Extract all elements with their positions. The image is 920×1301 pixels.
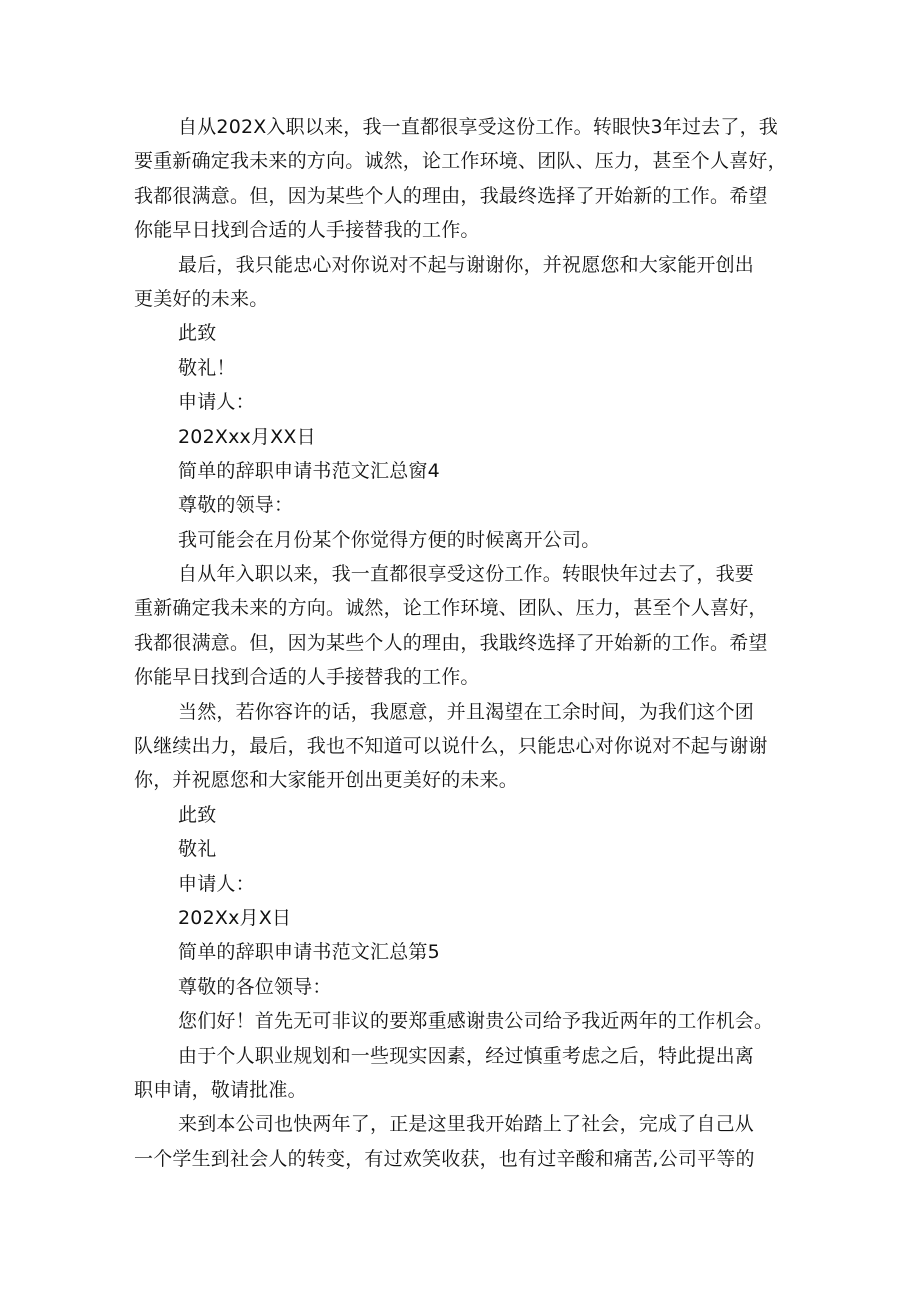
- text-line: 重新确定我未来的方向。诚然，论工作环境、团队、压力，甚至个人喜好，: [134, 597, 768, 620]
- text-line: 由于个人职业规划和一些现实因素，经过慎重考虑之后，特此提出离: [178, 1044, 755, 1067]
- text-line: 当然，若你容许的话，我愿意，并且渴望在工余时间，为我们这个团: [178, 700, 755, 723]
- text-line: 职申请，敬请批准。: [134, 1078, 307, 1101]
- text-line: 更美好的未来。: [134, 287, 269, 310]
- text-line: 我可能会在月份某个你觉得方便的时候离开公司。: [178, 528, 601, 551]
- text-line: 自从年入职以来，我一直都很享受这份工作。转眼快年过去了，我要: [178, 563, 755, 586]
- text-line: 敬礼: [178, 838, 217, 861]
- text-line: 202Xxx月XX日: [178, 425, 316, 448]
- text-line: 你能早日找到合适的人手接替我的工作。: [134, 219, 480, 242]
- text-line: 我都很满意。但，因为某些个人的理由，我最终选择了开始新的工作。希望: [134, 184, 768, 207]
- text-line: 一个学生到社会人的转变，有过欢笑收获，也有过辛酸和痛苦,公司平等的: [134, 1147, 755, 1170]
- text-line: 要重新确定我未来的方向。诚然，论工作环境、团队、压力，甚至个人喜好，: [134, 150, 787, 173]
- text-line: 自从202X入职以来，我一直都很享受这份工作。转眼快3年过去了，我: [178, 116, 778, 138]
- text-line: 您们好！首先无可非议的要郑重感谢贵公司给予我近两年的工作机会。: [178, 1010, 774, 1033]
- text-line: 申请人：: [178, 391, 255, 414]
- text-line: 此致: [178, 803, 217, 826]
- text-line: 敬礼！: [178, 356, 236, 379]
- document-body: [134, 110, 796, 1176]
- text-line: 尊敬的领导：: [178, 494, 294, 517]
- text-line: 202Xx月X日: [178, 906, 292, 929]
- text-line: 尊敬的各位领导：: [178, 975, 332, 998]
- text-line: 我都很满意。但，因为某些个人的理由，我戢终选择了开始新的工作。希望: [134, 631, 768, 654]
- text-line: 简单的辞职申请书范文汇总第5: [178, 941, 440, 964]
- text-line: 来到本公司也快两年了，正是这里我开始踏上了社会，完成了自己从: [178, 1113, 755, 1136]
- text-line: 简单的辞职申请书范文汇总窗4: [178, 459, 440, 482]
- text-line: 队继续出力，最后，我也不知道可以说什么，只能忠心对你说对不起与谢谢: [134, 735, 768, 758]
- text-line: 你，并祝愿您和大家能开创出更美好的未来。: [134, 769, 519, 792]
- text-line: 申请人：: [178, 872, 255, 895]
- text-line: 此致: [178, 322, 217, 345]
- text-line: 你能早日找到合适的人手接替我的工作。: [134, 666, 480, 689]
- text-line: 最后，我只能忠心对你说对不起与谢谢你，并祝愿您和大家能开创出: [178, 253, 755, 276]
